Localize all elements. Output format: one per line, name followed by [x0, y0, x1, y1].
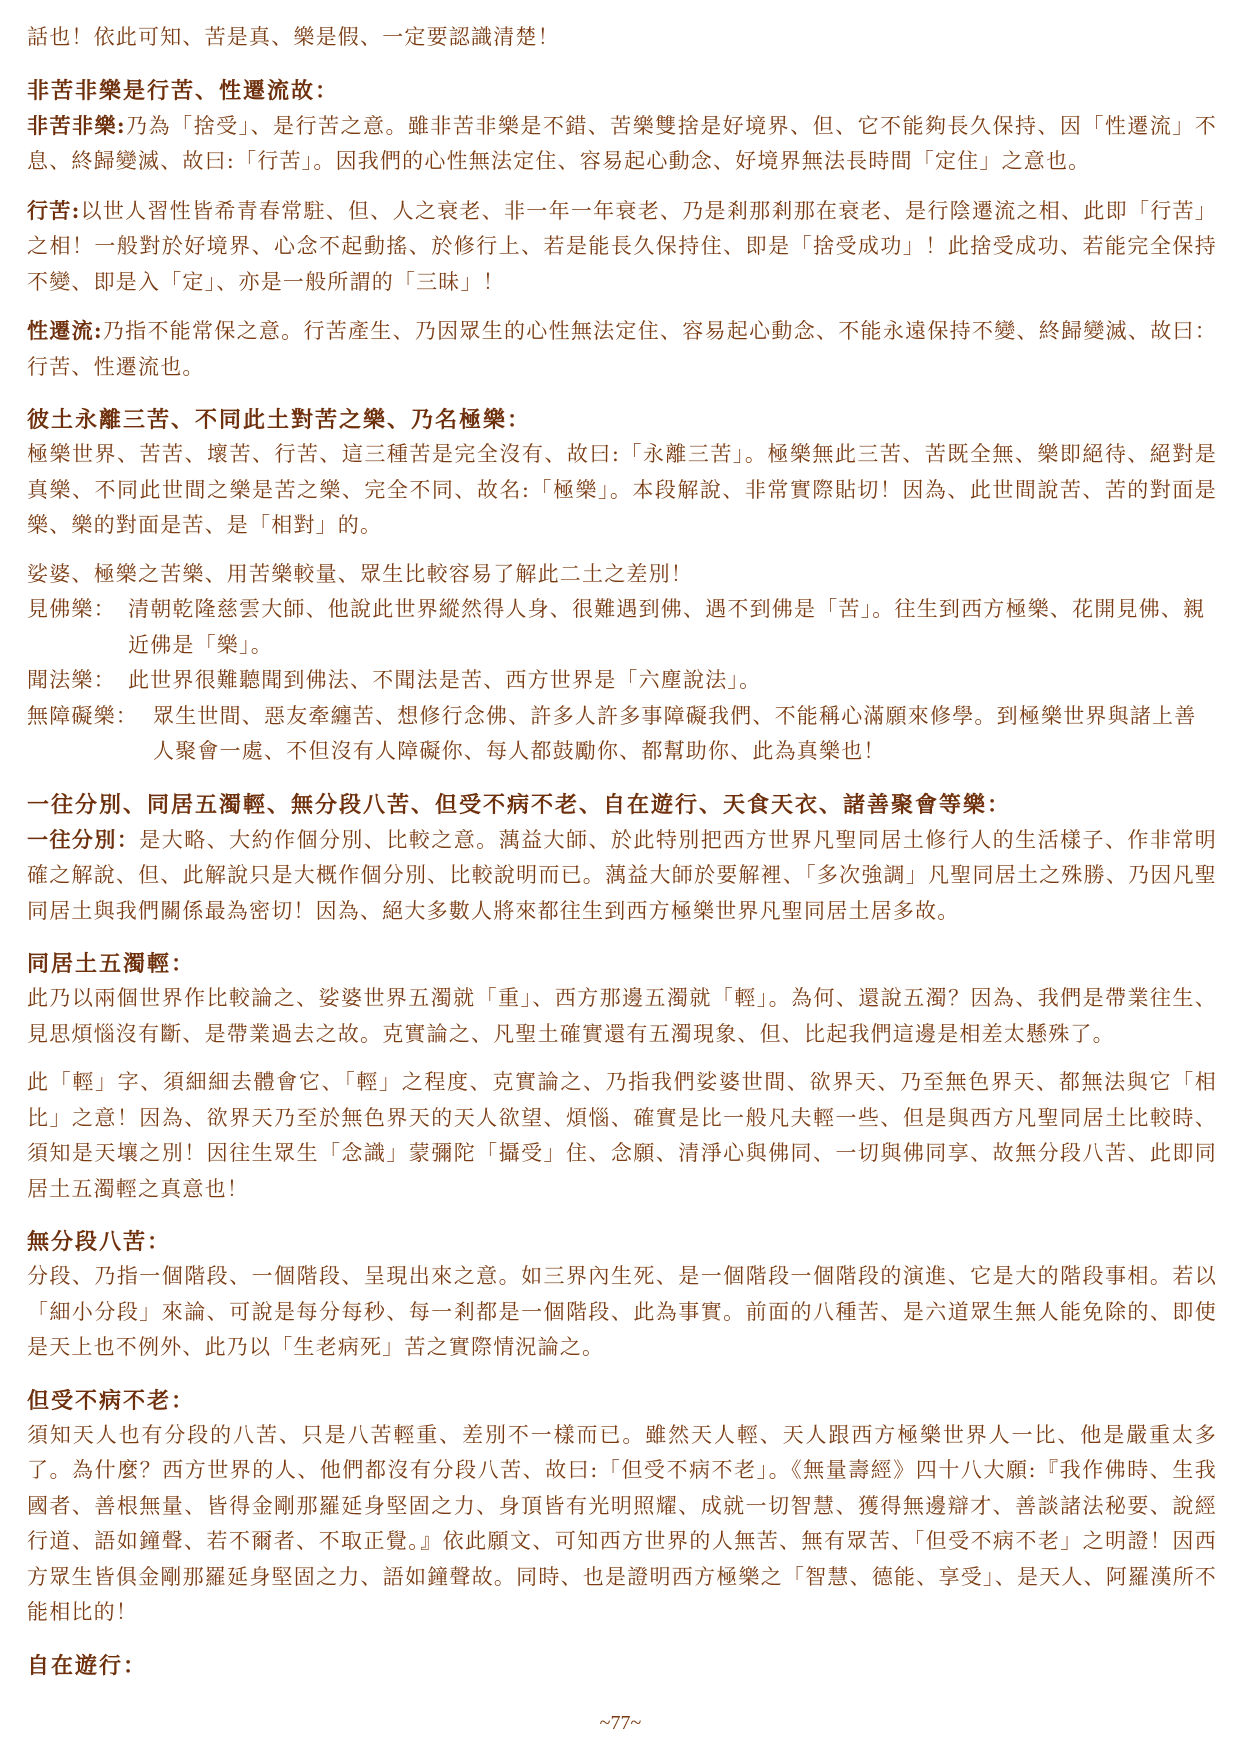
section-heading-5: 無分段八苦：	[27, 1229, 172, 1255]
section-heading-7: 自在遊行：	[27, 1652, 148, 1679]
paragraph: 須知天人也有分段的八苦、只是八苦輕重、差別不一樣而已。雖然天人輕、天人跟西方極樂世界人一比、他是嚴重太多了。為什麼？西方世界的人、他們都沒有分段八苦、故曰:「但受不病不老」。《無量壽經》四十八大願:『我作佛時、生我國者、善根無量、皆得金剛那羅延身堅固之力、身頂皆有光明照耀、成就一切智慧、獲得無邊辯才、善談諸法秘要、說經行道、語如鐘聲、若不爾者、不取正覺。』依此願文、可知西方世界的人無苦、無有眾苦、「但受不病不老」之明證！因西方眾生皆俱金剛那羅延身堅固之力、語如鐘聲故。同時、也是證明西方極樂之「智慧、德能、享受」、是天人、阿羅漢所不能相比的！	[27, 1422, 1217, 1624]
paragraph	[27, 108, 1217, 180]
list-item	[27, 592, 1217, 663]
paragraph-text: 是大略、大約作個分別、比較之意。蕅益大師、於此特別把西方世界凡聖同居土修行人的生活樣子、作非常明確之解說、但、此解說只是大概作個分別、比較說明而已。蕅益大師於要解裡、「多次強調」凡聖同居土之殊勝、乃因凡聖同居土與我們關係最為密切！因為、絕大多數人將來都往生到西方極樂世界凡聖同居土居多故。	[27, 827, 1217, 923]
section-heading-4: 同居土五濁輕：	[27, 951, 196, 977]
paragraph-text: 乃為「捨受」、是行苦之意。雖非苦非樂是不錯、苦樂雙捨是好境界、但、它不能夠長久保持、因「性遷流」不息、終歸變滅、故曰:「行苦」。因我們的心性無法定住、容易起心動念、好境界無法長時間「定住」之意也。	[27, 113, 1217, 173]
paragraph: 極樂世界、苦苦、壞苦、行苦、這三種苦是完全沒有、故曰:「永離三苦」。極樂無此三苦、苦既全無、樂即絕待、絕對是真樂、不同此世間之樂是苦之樂、完全不同、故名:「極樂」。本段解說、非常實際貼切！因為、此世間說苦、苦的對面是樂、樂的對面是苦、是「相對」的。	[27, 442, 1217, 537]
item-text: 此世界很難聽聞到佛法、不聞法是苦、西方世界是「六塵說法」。	[128, 668, 762, 692]
term-label: 非苦非樂:	[27, 112, 126, 138]
item-text: 清朝乾隆慈雲大師、他說此世界縱然得人身、很難遇到佛、遇不到佛是「苦」。往生到西方極樂、花開見佛、親近佛是「樂」。	[128, 597, 1206, 657]
list-item	[27, 699, 1217, 770]
intro-paragraph: 話也！依此可知、苦是真、樂是假、一定要認識清楚！	[27, 25, 560, 49]
paragraph	[27, 193, 1217, 301]
item-text: 眾生世間、惡友牽纏苦、想修行念佛、許多人許多事障礙我們、不能稱心滿願來修學。到極樂世界與諸上善人聚會一處、不但沒有人障礙你、每人都鼓勵你、都幫助你、此為真樂也！	[153, 703, 1197, 763]
term-label: 一往分別：	[27, 826, 140, 852]
page-content	[27, 20, 1217, 1683]
paragraph: 此「輕」字、須細細去體會它、「輕」之程度、克實論之、乃指我們娑婆世間、欲界天、乃至無色界天、都無法與它「相比」之意！因為、欲界天乃至於無色界天的天人欲望、煩惱、確實是比一般凡夫輕一些、但是與西方凡聖同居土比較時、須知是天壤之別！因往生眾生「念識」蒙彌陀「攝受」住、念願、清淨心與佛同、一切與佛同享、故無分段八苦、此即同居土五濁輕之真意也！	[27, 1070, 1217, 1201]
paragraph	[27, 313, 1217, 385]
item-label: 聞法樂：	[27, 668, 116, 692]
page-number: ~77~	[599, 1712, 642, 1734]
item-label: 見佛樂：	[27, 597, 116, 621]
section-heading-1: 非苦非樂是行苦、性遷流故：	[27, 77, 340, 104]
paragraph: 分段、乃指一個階段、一個階段、呈現出來之意。如三界內生死、是一個階段一個階段的演進、它是大的階段事相。若以「細小分段」來論、可說是每分每秒、每一剎都是一個階段、此為事實。前面的八種苦、是六道眾生無人能免除的、即使是天上也不例外、此乃以「生老病死」苦之實際情況論之。	[27, 1264, 1217, 1359]
paragraph: 此乃以兩個世界作比較論之、娑婆世界五濁就「重」、西方那邊五濁就「輕」。為何、還說五濁？因為、我們是帶業往生、見思煩惱沒有斷、是帶業過去之故。克實論之、凡聖土確實還有五濁現象、但、比起我們這邊是相差太懸殊了。	[27, 986, 1217, 1046]
section-heading-6: 但受不病不老：	[27, 1387, 196, 1414]
term-label: 行苦:	[27, 197, 81, 223]
section-heading-3: 一往分別、同居五濁輕、無分段八苦、但受不病不老、自在遊行、天食天衣、諸善聚會等樂：	[27, 791, 1012, 818]
paragraph-text: 乃指不能常保之意。行苦產生、乃因眾生的心性無法定住、容易起心動念、不能永遠保持不變、終歸變滅、故曰：行苦、性遷流也。	[27, 319, 1217, 379]
paragraph-text: 以世人習性皆希青春常駐、但、人之衰老、非一年一年衰老、乃是剎那剎那在衰老、是行陰遷流之相、此即「行苦」之相！一般對於好境界、心念不起動搖、於修行上、若是能長久保持住、即是「捨受成功」！此捨受成功、若能完全保持不變、即是入「定」、亦是一般所謂的「三昧」！	[27, 198, 1217, 294]
list-item	[27, 663, 1217, 699]
paragraph	[27, 822, 1217, 930]
paragraph: 娑婆、極樂之苦樂、用苦樂較量、眾生比較容易了解此二土之差別！	[27, 561, 693, 586]
item-label: 無障礙樂：	[27, 703, 138, 728]
section-heading-2: 彼土永離三苦、不同此土對苦之樂、乃名極樂：	[27, 407, 532, 433]
term-label: 性遷流:	[27, 318, 103, 343]
